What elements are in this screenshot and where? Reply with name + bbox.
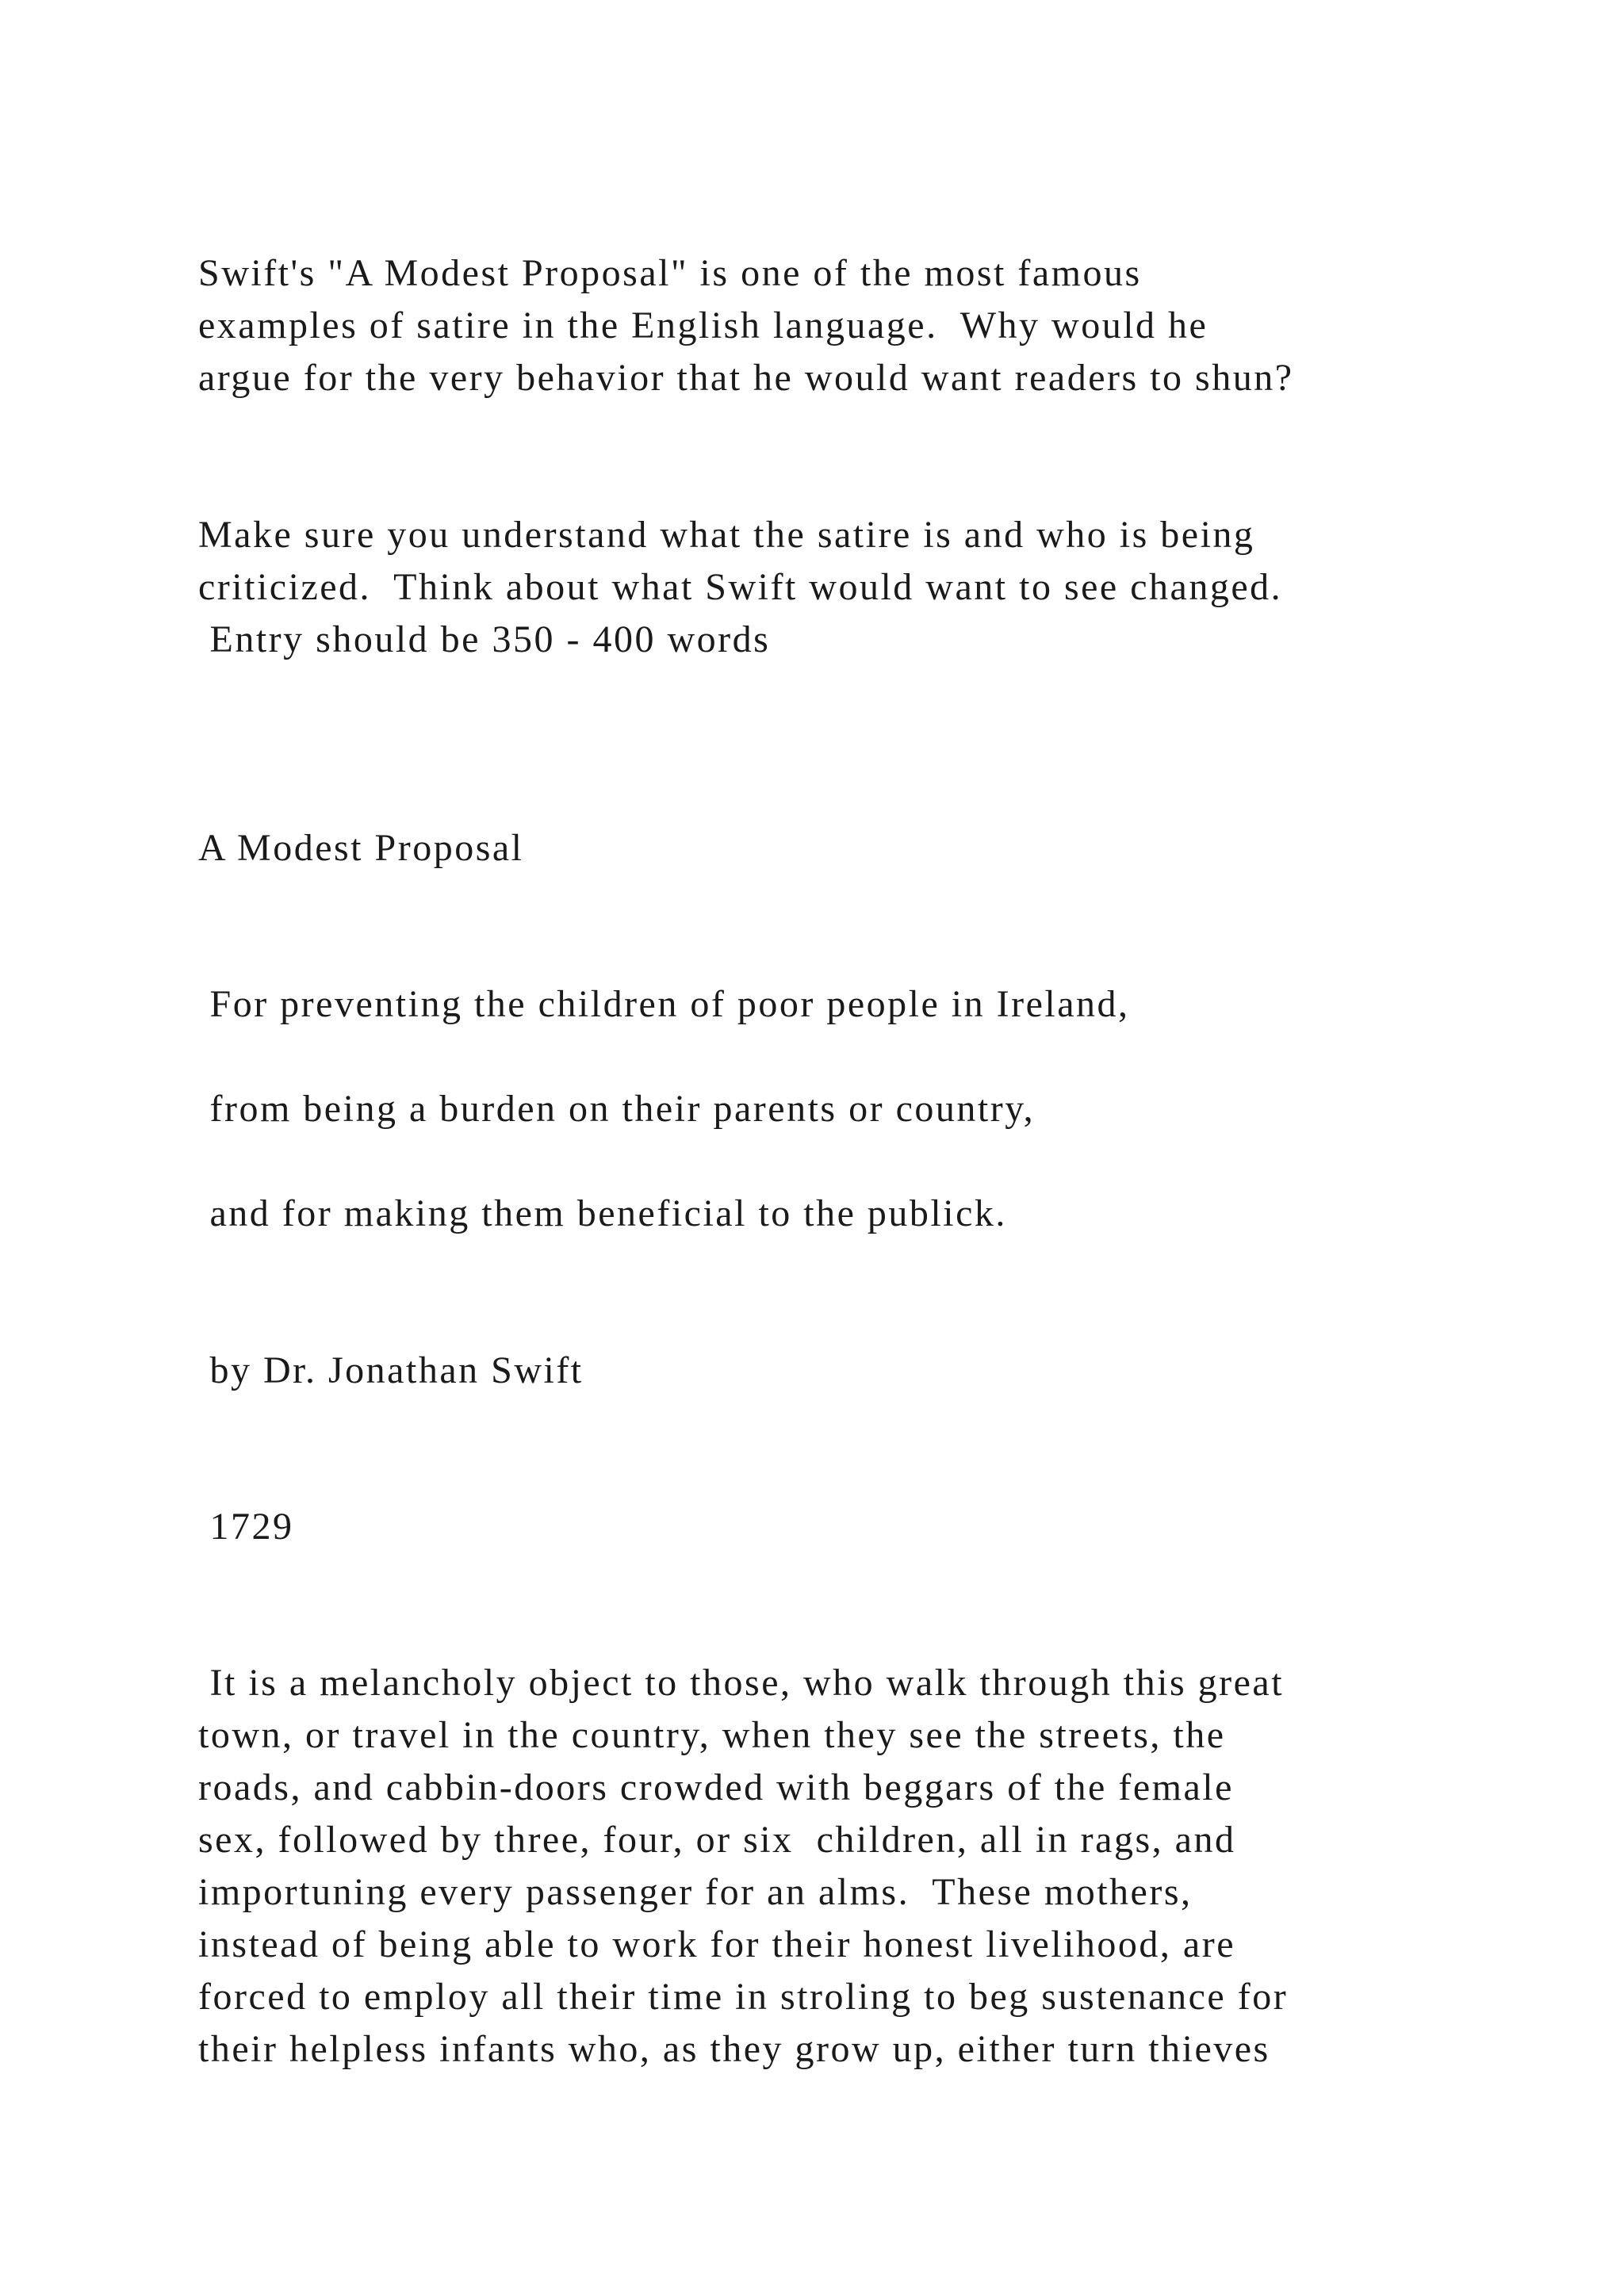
essay-body-line: forced to employ all their time in stroling to beg sustenance for xyxy=(198,1976,1289,2018)
instructions-line: Make sure you understand what the satire is and who is being xyxy=(198,514,1255,556)
instructions-line: Entry should be 350 - 400 words xyxy=(198,618,771,660)
essay-body-line: town, or travel in the country, when they see the streets, the xyxy=(198,1714,1226,1756)
prompt-line: Swift's "A Modest Proposal" is one of the most famous xyxy=(198,252,1142,294)
essay-body-line: sex, followed by three, four, or six children, all in rags, and xyxy=(198,1819,1236,1861)
prompt-line: argue for the very behavior that he would want readers to shun? xyxy=(198,357,1294,399)
essay-author: by Dr. Jonathan Swift xyxy=(198,1349,584,1391)
essay-subtitle-line: from being a burden on their parents or country, xyxy=(198,1088,1036,1130)
essay-title: A Modest Proposal xyxy=(198,827,524,869)
essay-body-line: their helpless infants who, as they grow up, either turn thieves xyxy=(198,2028,1270,2070)
essay-body-line: roads, and cabbin-doors crowded with beggars of the female xyxy=(198,1766,1234,1808)
essay-year: 1729 xyxy=(198,1506,294,1548)
essay-body-line: instead of being able to work for their honest livelihood, are xyxy=(198,1923,1236,1965)
essay-body-line: importuning every passenger for an alms. These mothers, xyxy=(198,1871,1193,1913)
prompt-line: examples of satire in the English language. Why would he xyxy=(198,304,1208,346)
essay-subtitle-line: and for making them beneficial to the publick. xyxy=(198,1192,1007,1234)
essay-body-line: It is a melancholy object to those, who walk through this great xyxy=(198,1662,1285,1704)
instructions-line: criticized. Think about what Swift would want to see changed. xyxy=(198,566,1283,608)
essay-subtitle-line: For preventing the children of poor people in Ireland, xyxy=(198,983,1130,1025)
